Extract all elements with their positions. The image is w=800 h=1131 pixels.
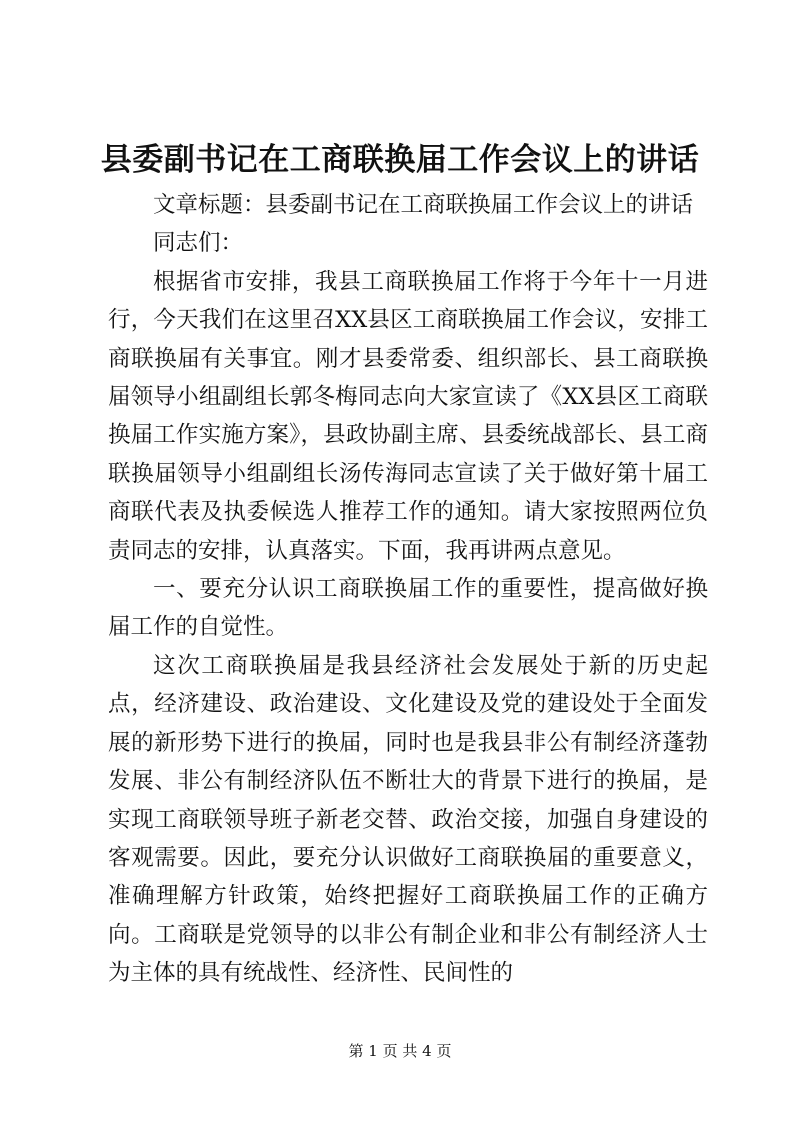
page-footer: 第 1 页 共 4 页 [348,1042,452,1060]
salutation: 同志们： [153,230,244,257]
paragraph-section-1: 这次工商联换届是我县经济社会发展处于新的历史起点，经济建设、政治建设、文化建设及党的建设处于全面发展的新形势下进行的换届，同时也是我县非公有制经济蓬勃发展、非公有制经济队伍不断壮大的背景下进行的换届，是实现工商联领导班子新老交替、政治交接，加强自身建设的客观需要。因此，要充分认识做好工商联换届的重要意义，准确理解方针政策，始终把握好工商联换届工作的正确方向。工商联是党领导的以非公有制企业和非公有制经济人士为主体的具有统战性、经济性、民间性的 [108,652,708,987]
document-body [108,186,708,993]
paragraph-intro: 根据省市安排，我县工商联换届工作将于今年十一月进行，今天我们在这里召XX县区工商联换届工作会议，安排工商联换届有关事宜。刚才县委常委、组织部长、县工商联换届领导小组副组长郭冬梅同志向大家宣读了《XX县区工商联换届工作实施方案》，县政协副主席、县委统战部长、县工商联换届领导小组副组长汤传海同志宣读了关于做好第十届工商联代表及执委候选人推荐工作的通知。请大家按照两位负责同志的安排，认真落实。下面，我再讲两点意见。 [108,268,708,564]
document-title: 县委副书记在工商联换届工作会议上的讲话 [100,142,700,178]
section-heading-1: 一、要充分认识工商联换届工作的重要性，提高做好换届工作的自觉性。 [108,576,708,641]
article-title-line: 文章标题：县委副书记在工商联换届工作会议上的讲话 [153,192,694,218]
